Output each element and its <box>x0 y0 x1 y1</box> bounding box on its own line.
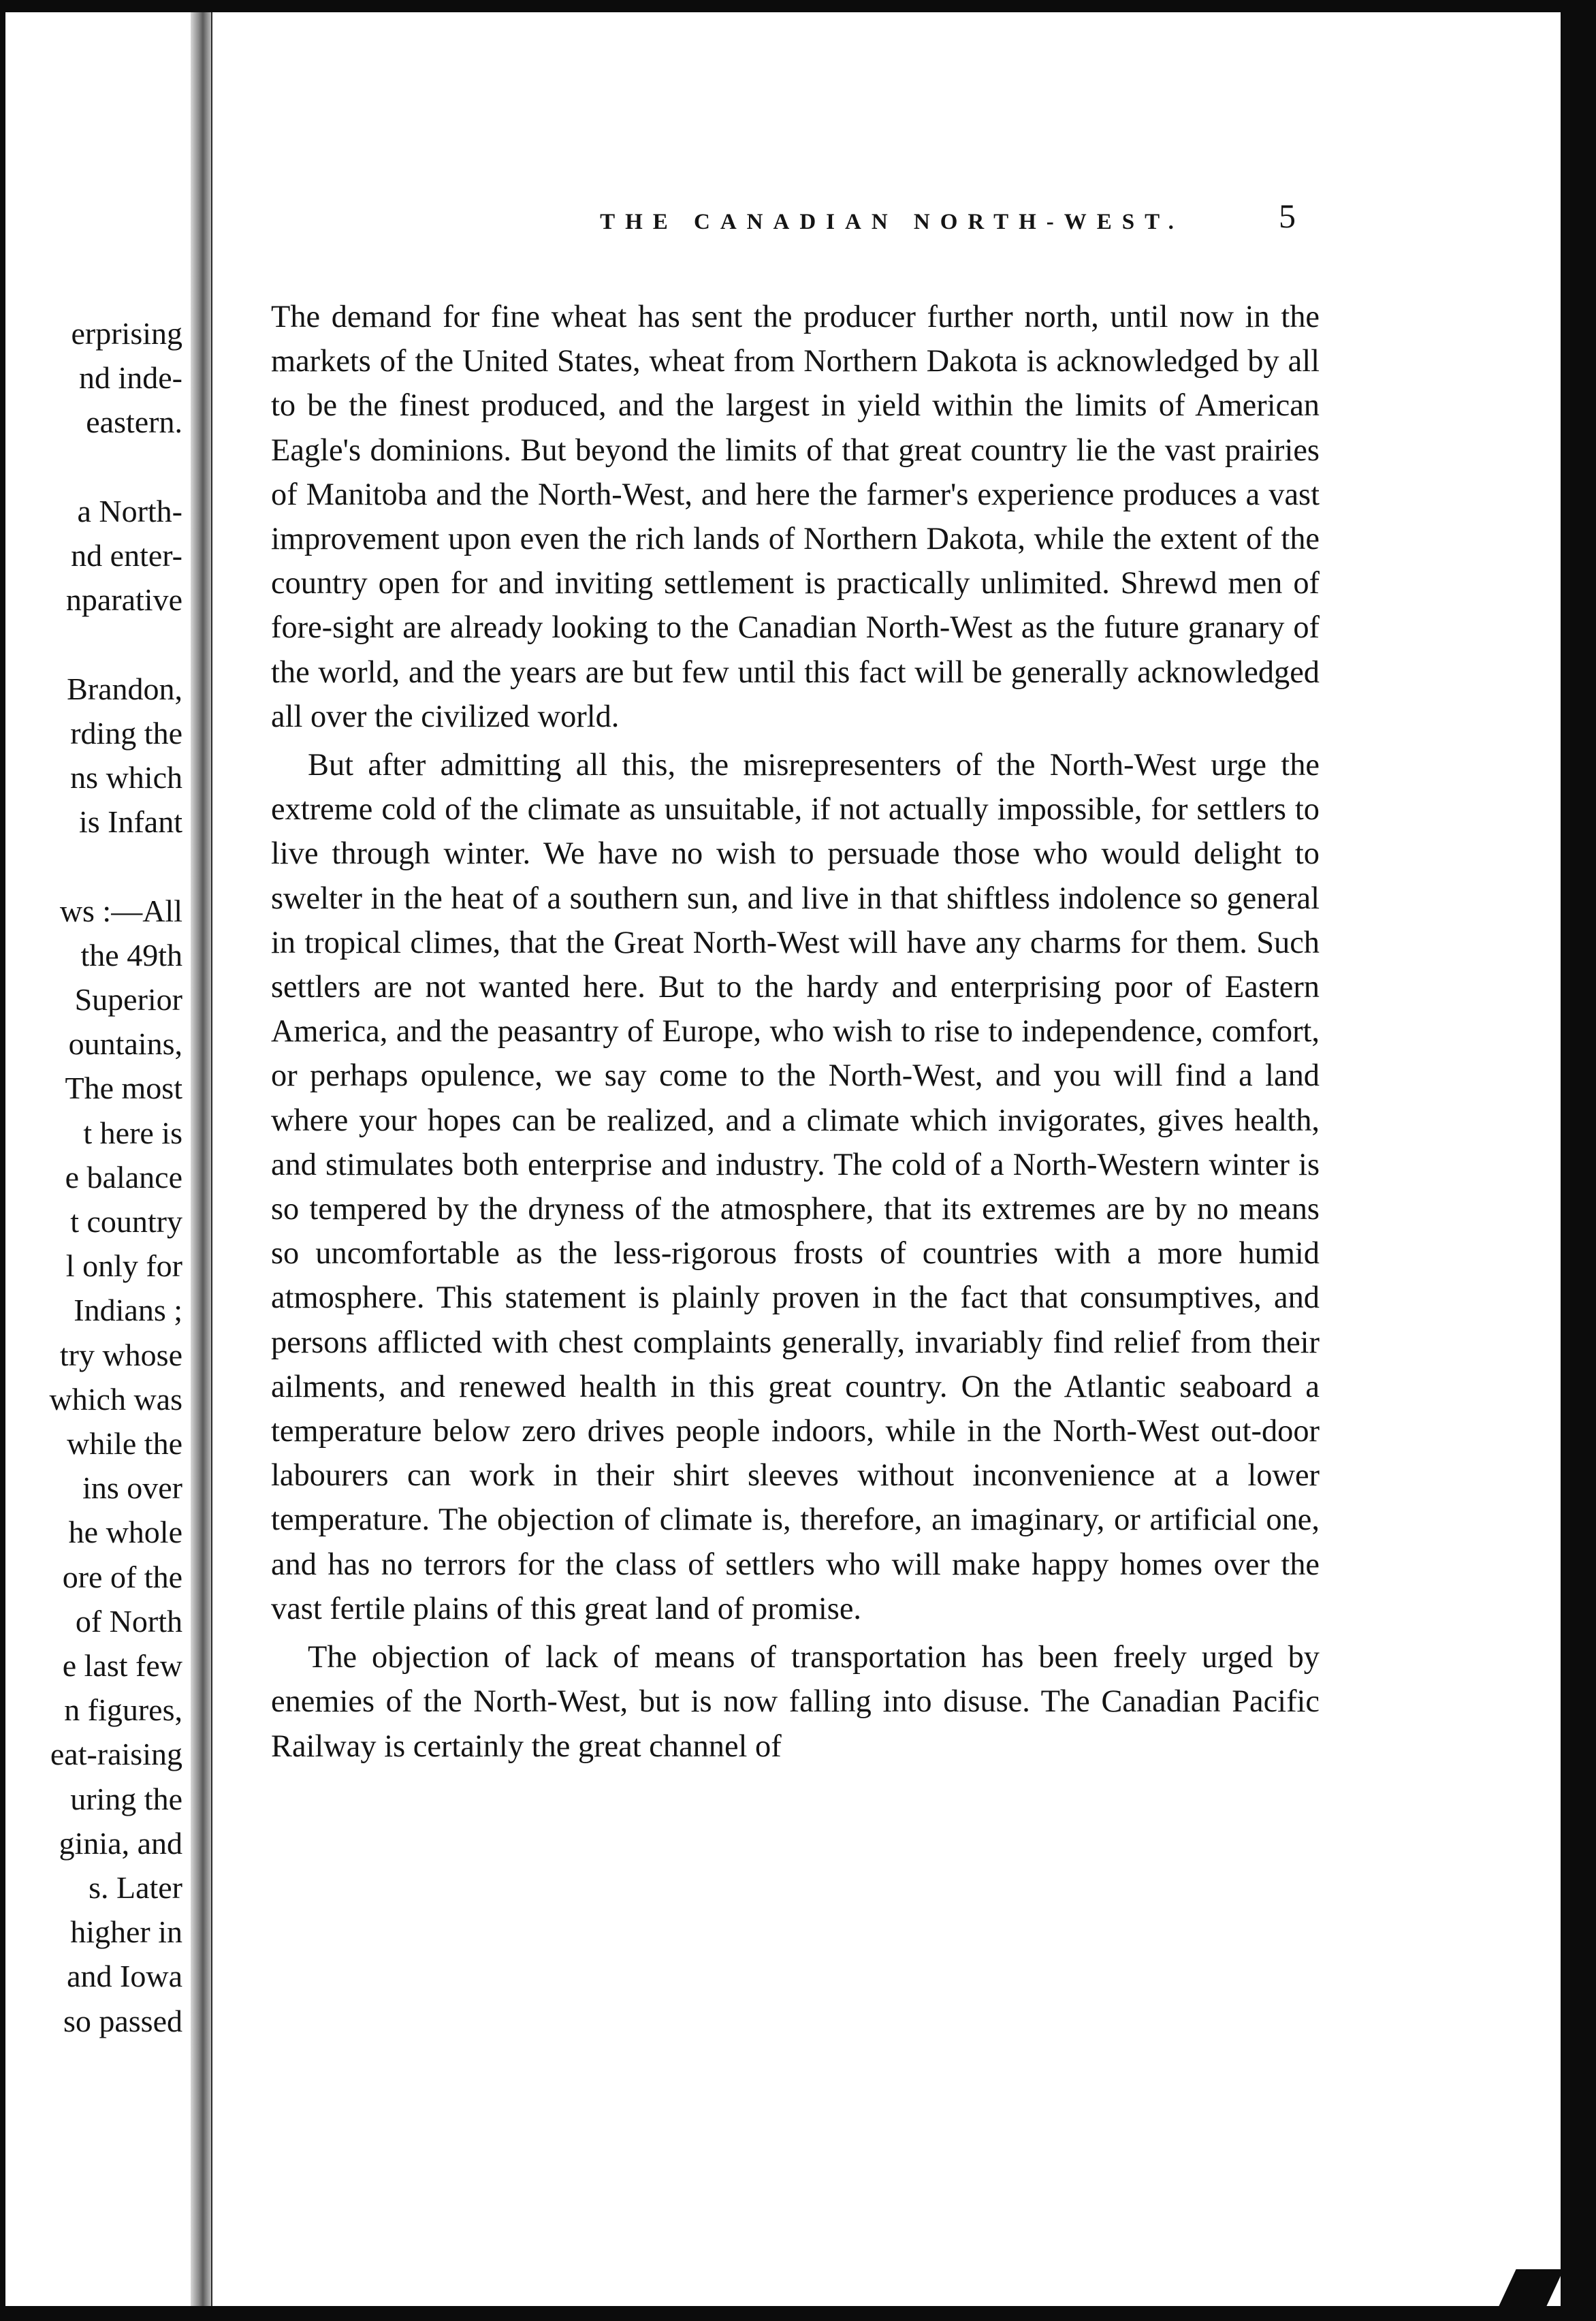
previous-page-line: nd enter- <box>71 538 182 573</box>
previous-page-line: which was <box>49 1381 182 1417</box>
scan-border-right <box>1561 0 1596 2321</box>
previous-page-line: while the <box>67 1426 182 1461</box>
paragraph: The demand for fine wheat has sent the producer further north, until now in the markets of the United States, wheat from Northern Dakota is acknowledged by all to be the finest produced, and the largest in yield within the limits of American Eagle's dominions. But beyond the limits of that great country lie the vast prairies of Manitoba and the North-West, and here the farmer's experience produces a vast improvement upon even the rich lands of Northern Dakota, while the extent of the country open for and inviting settlement is practically unlimited. Shrewd men of fore-sight are already looking to the Canadian North-West as the future granary of the world, and the years are but few until this fact will be generally acknowledged all over the civilized world. <box>271 300 1320 734</box>
previous-page-line: of North <box>75 1603 182 1639</box>
paragraph: The objection of lack of means of transportation has been freely urged by enemies of the North-West, but is now falling into disuse. The Canadian Pacific Railway is certainly the great channel of <box>271 1640 1320 1764</box>
previous-page-fragment <box>5 12 191 2306</box>
page-number: 5 <box>1279 197 1296 235</box>
previous-page-line: Indians ; <box>74 1293 182 1328</box>
previous-page-line: t here is <box>83 1115 182 1150</box>
previous-page-line: he whole <box>68 1515 182 1550</box>
previous-page-line: Superior <box>74 982 182 1017</box>
previous-page-line: the 49th <box>80 937 182 973</box>
previous-page-line: try whose <box>59 1337 182 1372</box>
previous-page-line: n figures, <box>64 1692 182 1728</box>
previous-page-line: eat-raising <box>50 1737 182 1772</box>
scan-border-bottom <box>0 2306 1596 2321</box>
previous-page-line: ins over <box>82 1470 182 1506</box>
previous-page-line: Brandon, <box>67 671 182 706</box>
previous-page-line: t country <box>70 1204 182 1239</box>
previous-page-line: and Iowa <box>67 1959 182 1994</box>
previous-page-line: ns which <box>70 760 182 795</box>
paragraph: But after admitting all this, the misrepresenters of the North-West urge the extreme cold of the climate as unsuitable, if not actually impossible, for settlers to live through winter. We have no wish to persuade those who would delight to swelter in the heat of a southern sun, and live in that shiftless indolence so general in tropical climes, that the Great North-West will have any charms for them. Such settlers are not wanted here. But to the hardy and enterprising poor of Eastern America, and the peasantry of Europe, who wish to rise to independence, comfort, or perhaps opulence, we say come to the North-West, and you will find a land where your hopes can be realized, and a climate which invigorates, gives health, and stimulates both enterprise and industry. The cold of a North-Western winter is so tempered by the dryness of the atmosphere, that its extremes are by no means so uncomfortable as the less-rigorous frosts of countries with a more humid atmosphere. This statement is plainly proven in the fact that consumptives, and persons afflicted with chest complaints generally, invariably find relief from their ailments, and renewed health in this great country. On the Atlantic seaboard a temperature below zero drives people indoors, while in the North-West out-door labourers can work in their shirt sleeves without inconvenience at a lower temperature. The objection of climate is, therefore, an imaginary, or artificial one, and has no terrors for the class of settlers who will make happy homes over the vast fertile plains of this great land of promise. <box>271 748 1320 1626</box>
previous-page-line: ore of the <box>62 1559 182 1594</box>
book-page <box>211 12 1562 2306</box>
previous-page-line: l only for <box>65 1248 182 1284</box>
previous-page-line: a North- <box>77 493 182 528</box>
previous-page-line: eastern. <box>86 405 182 440</box>
previous-page-line: erprising <box>71 316 182 351</box>
previous-page-line: ountains, <box>68 1026 182 1062</box>
previous-page-line: The most <box>65 1071 182 1106</box>
previous-page-line: higher in <box>70 1914 182 1950</box>
running-head: THE CANADIAN NORTH-WEST. <box>600 210 1184 234</box>
body-text <box>271 295 1320 1773</box>
previous-page-line: e balance <box>65 1159 182 1195</box>
previous-page-line: ginia, and <box>59 1825 182 1861</box>
previous-page-line: uring the <box>70 1781 182 1816</box>
previous-page-line: nd inde- <box>78 360 182 396</box>
previous-page-line: nparative <box>65 582 182 618</box>
previous-page-line: is Infant <box>78 804 182 840</box>
previous-page-line: s. Later <box>89 1870 182 1905</box>
previous-page-line: rding the <box>70 715 182 751</box>
previous-page-line: ws :—All <box>59 893 182 928</box>
book-gutter <box>191 12 211 2306</box>
scan-border-top <box>0 0 1596 12</box>
previous-page-line: so passed <box>63 2003 182 2038</box>
previous-page-line: e last few <box>62 1648 182 1683</box>
scan-border-left <box>0 0 5 2321</box>
